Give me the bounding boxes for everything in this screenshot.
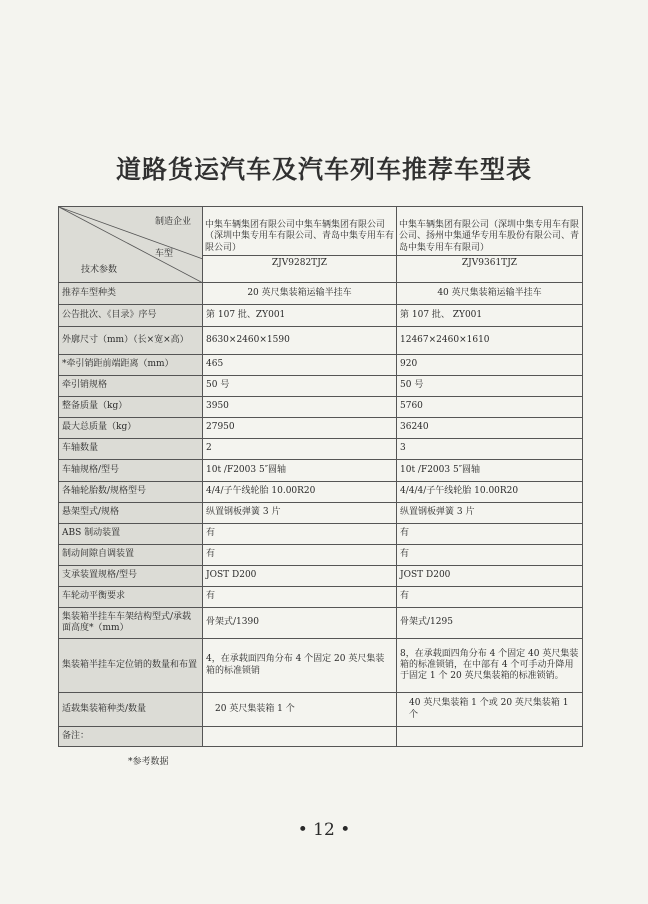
param-cell: 车轴数量: [59, 439, 203, 460]
model-2-value: 50 号: [397, 376, 583, 397]
table-row: [59, 545, 583, 566]
param-cell: 车轴规格/型号: [59, 460, 203, 482]
model-1-value: 有: [203, 587, 397, 608]
param-cell: 牵引销规格: [59, 376, 203, 397]
param-cell: 推荐车型种类: [59, 283, 203, 305]
model-1-header-cell: [203, 207, 397, 283]
param-cell: *牵引销距前端距离（mm）: [59, 355, 203, 376]
table-row: [59, 524, 583, 545]
model-1-value: JOST D200: [203, 566, 397, 587]
table-row: [59, 418, 583, 439]
footnote: *参考数据: [128, 757, 169, 767]
model-2-header-cell: [397, 207, 583, 283]
param-cell: 车轮动平衡要求: [59, 587, 203, 608]
table-row: [59, 608, 583, 639]
model-2-value: 10t /F2003 5″圆轴: [397, 460, 583, 482]
model-1-code: ZJV9282TJZ: [203, 255, 396, 270]
param-cell: 各轴轮胎数/规格型号: [59, 482, 203, 503]
page-number: • 12 •: [297, 820, 351, 840]
model-1-value: 4/4/子午线轮胎 10.00R20: [203, 482, 397, 503]
table-row: [59, 727, 583, 747]
table-row: [59, 376, 583, 397]
model-1-value: 8630×2460×1590: [203, 327, 397, 355]
diag-model-label: 车型: [155, 249, 174, 259]
table-row: [59, 305, 583, 327]
diag-param-label: 技术参数: [81, 265, 118, 275]
table-row: [59, 283, 583, 305]
model-1-value: 4，在承载面四角分布 4 个固定 20 英尺集装箱的标准锁销: [203, 639, 397, 693]
table-row: [59, 639, 583, 693]
table-row: [59, 503, 583, 524]
param-cell: 集装箱半挂车定位销的数量和布置: [59, 639, 203, 693]
param-cell: 适载集装箱种类/数量: [59, 693, 203, 727]
model-1-value: 3950: [203, 397, 397, 418]
table-row: [59, 587, 583, 608]
model-1-value: 第 107 批、ZY001: [203, 305, 397, 327]
diag-maker-label: 制造企业: [155, 217, 192, 227]
model-2-value: 第 107 批、 ZY001: [397, 305, 583, 327]
model-1-value: 纵置钢板弹簧 3 片: [203, 503, 397, 524]
model-2-value: 36240: [397, 418, 583, 439]
param-cell: ABS 制动装置: [59, 524, 203, 545]
model-1-value: 10t /F2003 5″圆轴: [203, 460, 397, 482]
param-cell: 制动间隙自调装置: [59, 545, 203, 566]
model-1-value: [203, 727, 397, 747]
table-row: [59, 327, 583, 355]
table-row: [59, 460, 583, 482]
model-1-maker: 中集车辆集团有限公司中集车辆集团有限公司（深圳中集专用车有限公司、青岛中集专用车有限公司）: [205, 220, 395, 253]
model-2-value: 12467×2460×1610: [397, 327, 583, 355]
model-2-value: 4/4/4/子午线轮胎 10.00R20: [397, 482, 583, 503]
param-cell: 悬架型式/规格: [59, 503, 203, 524]
param-cell: 外廓尺寸（mm）（长×宽×高）: [59, 327, 203, 355]
model-2-value: 有: [397, 524, 583, 545]
model-2-value: 有: [397, 545, 583, 566]
model-1-value: 20 英尺集装箱运输半挂车: [203, 283, 397, 305]
param-cell: 整备质量（kg）: [59, 397, 203, 418]
model-2-value: 40 英尺集装箱 1 个或 20 英尺集装箱 1 个: [397, 693, 583, 727]
model-2-value: 骨架式/1295: [397, 608, 583, 639]
model-1-value: 27950: [203, 418, 397, 439]
table-header-row: [59, 207, 583, 283]
model-2-value: 纵置钢板弹簧 3 片: [397, 503, 583, 524]
param-cell: 支承装置规格/型号: [59, 566, 203, 587]
model-2-value: 40 英尺集装箱运输半挂车: [397, 283, 583, 305]
diagonal-header-cell: [59, 207, 203, 283]
model-1-value: 20 英尺集装箱 1 个: [203, 693, 397, 727]
table-row: [59, 439, 583, 460]
table-row: [59, 566, 583, 587]
model-1-value: 有: [203, 545, 397, 566]
table-row: [59, 355, 583, 376]
model-1-value: 有: [203, 524, 397, 545]
model-2-code: ZJV9361TJZ: [397, 255, 582, 270]
model-2-value: JOST D200: [397, 566, 583, 587]
table-row: [59, 693, 583, 727]
model-1-value: 骨架式/1390: [203, 608, 397, 639]
param-cell: 公告批次、《目录》序号: [59, 305, 203, 327]
param-cell: 最大总质量（kg）: [59, 418, 203, 439]
model-2-value: 3: [397, 439, 583, 460]
param-cell: 备注：: [59, 727, 203, 747]
model-2-maker: 中集车辆集团有限公司（深圳中集专用车有限公司、扬州中集通华专用车股份有限公司、青岛中集专用车有限司）: [399, 220, 580, 253]
param-cell: 集装箱半挂车车架结构型式/承载面高度*（mm）: [59, 608, 203, 639]
vehicle-spec-table: [58, 206, 583, 747]
model-1-value: 465: [203, 355, 397, 376]
model-1-value: 50 号: [203, 376, 397, 397]
model-1-value: 2: [203, 439, 397, 460]
model-2-value: [397, 727, 583, 747]
model-2-value: 8，在承载面四角分布 4 个固定 40 英尺集装箱的标准锁销，在中部有 4 个可手动升降用于固定 1 个 20 英尺集装箱的标准锁销。: [397, 639, 583, 693]
model-2-value: 5760: [397, 397, 583, 418]
model-2-value: 920: [397, 355, 583, 376]
table-row: [59, 482, 583, 503]
table-row: [59, 397, 583, 418]
page-title: 道路货运汽车及汽车列车推荐车型表: [115, 155, 532, 184]
model-2-value: 有: [397, 587, 583, 608]
